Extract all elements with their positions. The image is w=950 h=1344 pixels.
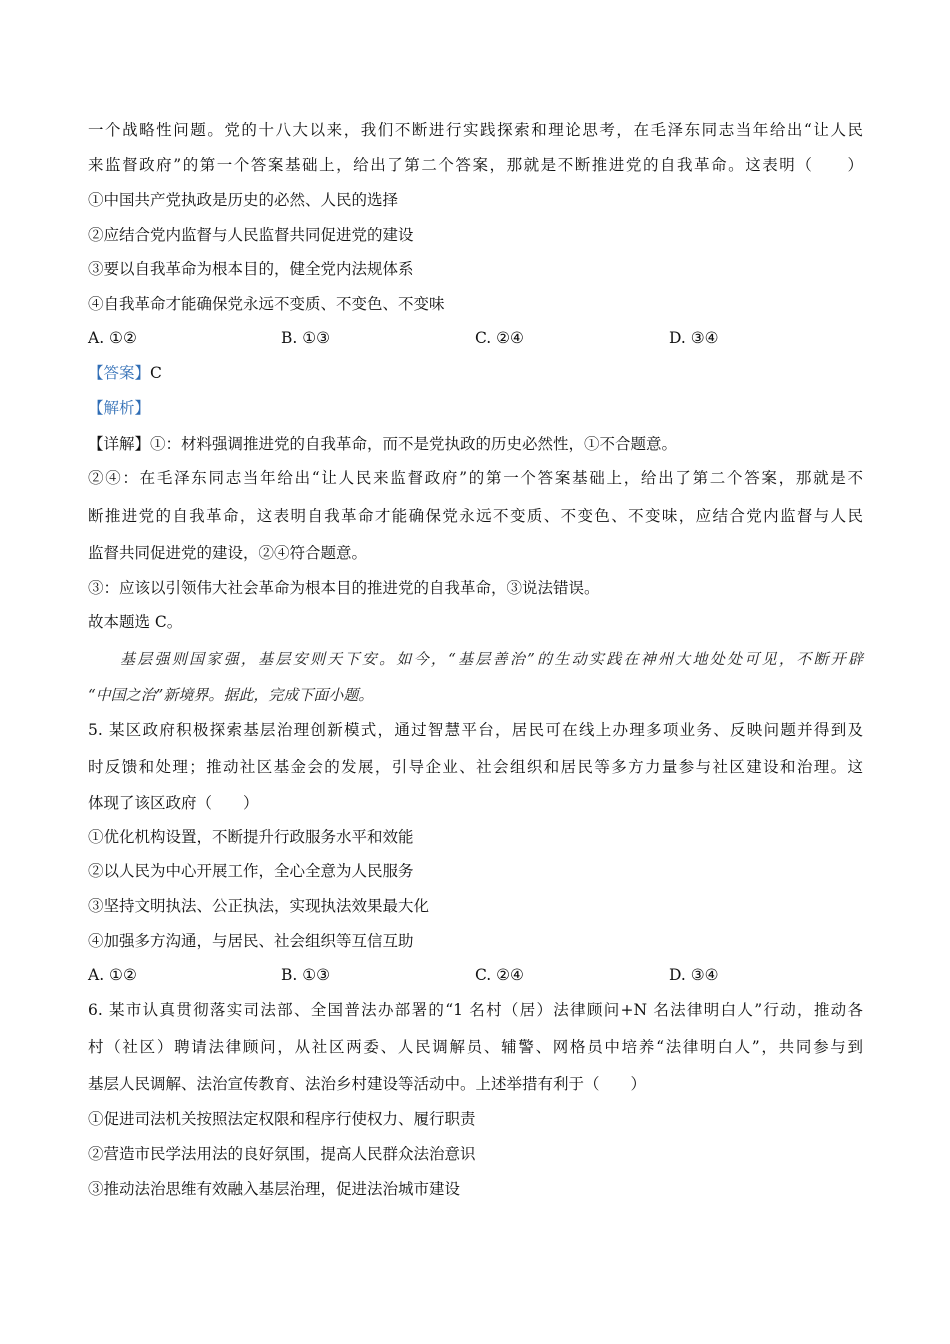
q4-statement-1: ①中国共产党执政是历史的必然、人民的选择 — [88, 191, 399, 209]
q5-option-c: C. ②④ — [475, 966, 524, 984]
q4-stem-line-2: 来监督政府”的第一个答案基础上，给出了第二个答案，那就是不断推进党的自我革命。这表明（ ） — [88, 156, 863, 174]
q6-stem-line-2: 村（社区）聘请法律顾问，从社区两委、人民调解员、辅警、网格员中培养“法律明白人”，共同参与到 — [88, 1038, 863, 1056]
q6-statement-2: ②营造市民学法用法的良好氛围，提高人民群众法治意识 — [88, 1145, 476, 1163]
q4-detail-line-5: ③：应该以引领伟大社会革命为根本目的推进党的自我革命，③说法错误。 — [88, 579, 600, 597]
q4-statement-4: ④自我革命才能确保党永远不变质、不变色、不变味 — [88, 295, 445, 313]
analysis-tag: 【解析】 — [88, 399, 151, 417]
q4-detail-line-3: 断推进党的自我革命，这表明自我革命才能确保党永远不变质、不变色、不变味，应结合党内监督与人民 — [88, 507, 863, 525]
q4-option-c: C. ②④ — [475, 329, 524, 347]
q4-detail-line-4: 监督共同促进党的建设，②④符合题意。 — [88, 544, 368, 562]
q4-option-a: A. ①② — [88, 329, 137, 347]
q5-statement-4: ④加强多方沟通，与居民、社会组织等互信互助 — [88, 932, 414, 950]
document-page — [88, 0, 863, 1344]
q6-stem-line-1: 6. 某市认真贯彻落实司法部、全国普法办部署的“1 名村（居）法律顾问+N 名法律明白人”行动，推动各 — [88, 1001, 863, 1019]
q6-statement-3: ③推动法治思维有效融入基层治理，促进法治城市建设 — [88, 1180, 461, 1198]
q4-answer — [88, 362, 162, 384]
q5-stem-line-1: 5. 某区政府积极探索基层治理创新模式，通过智慧平台，居民可在线上办理多项业务、反映问题并得到及 — [88, 721, 863, 739]
q5-stem-line-2: 时反馈和处理；推动社区基金会的发展，引导企业、社会组织和居民等多方力量参与社区建设和治理。这 — [88, 758, 863, 776]
q4-detail-line-6: 故本题选 C。 — [88, 613, 183, 631]
q4-option-d: D. ③④ — [669, 329, 719, 347]
material-line-2: “中国之治”新境界。据此，完成下面小题。 — [88, 686, 374, 704]
q5-statement-1: ①优化机构设置，不断提升行政服务水平和效能 — [88, 828, 414, 846]
answer-value: C — [150, 364, 162, 382]
q4-statement-2: ②应结合党内监督与人民监督共同促进党的建设 — [88, 226, 414, 244]
answer-tag: 【答案】 — [88, 364, 151, 382]
q4-detail-line-1: 【详解】①：材料强调推进党的自我革命，而不是党执政的历史必然性，①不合题意。 — [88, 435, 678, 453]
q6-stem-line-3: 基层人民调解、法治宣传教育、法治乡村建设等活动中。上述举措有利于（ ） — [88, 1075, 647, 1093]
q5-option-b: B. ①③ — [281, 966, 331, 984]
q5-option-a: A. ①② — [88, 966, 137, 984]
q5-options — [88, 964, 863, 986]
q6-statement-1: ①促进司法机关按照法定权限和程序行使权力、履行职责 — [88, 1110, 476, 1128]
q4-option-b: B. ①③ — [281, 329, 331, 347]
q5-statement-2: ②以人民为中心开展工作，全心全意为人民服务 — [88, 862, 414, 880]
q4-statement-3: ③要以自我革命为根本目的，健全党内法规体系 — [88, 260, 414, 278]
q4-detail-line-2: ②④：在毛泽东同志当年给出“让人民来监督政府”的第一个答案基础上，给出了第二个答案，那就是不 — [88, 469, 863, 487]
q5-statement-3: ③坚持文明执法、公正执法，实现执法效果最大化 — [88, 897, 430, 915]
q4-options — [88, 327, 863, 349]
material-line-1: 基层强则国家强，基层安则天下安。如今，“基层善治”的生动实践在神州大地处处可见，不断开辟 — [120, 650, 863, 668]
q5-option-d: D. ③④ — [669, 966, 719, 984]
q5-stem-line-3: 体现了该区政府（ ） — [88, 794, 259, 812]
q4-stem-line-1: 一个战略性问题。党的十八大以来，我们不断进行实践探索和理论思考，在毛泽东同志当年给出“让人民 — [88, 121, 863, 139]
